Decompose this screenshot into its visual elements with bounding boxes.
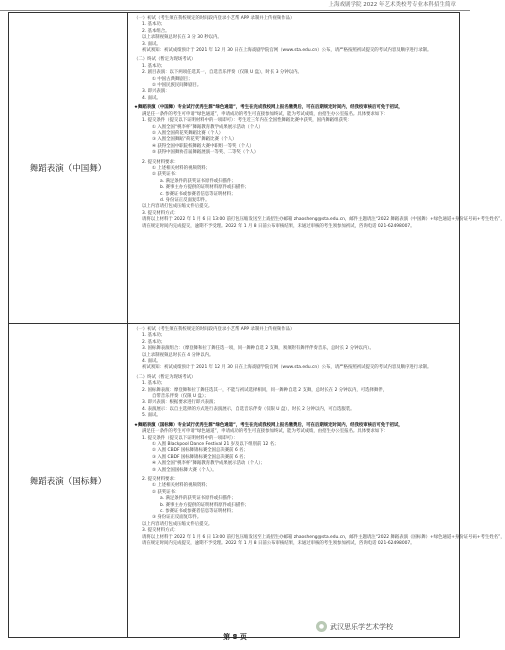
text-line: 请在规定时间内完成提交，逾期不予受理。2022 年 1 月 8 日前公布审核结果，未通过审核的考生须参加初试，咨询电话 021-62498007。 xyxy=(142,223,415,229)
major-content-ballroom-dance xyxy=(128,324,505,638)
table-row xyxy=(9,324,460,638)
text-line: ★舞蹈表演（国标舞）专业试行优秀生源“绿色通道”，考生在完成我校网上报名缴费后，可在后期规定时间内，经我校审核后可免于初试， xyxy=(134,422,403,428)
text-line: ② 入围全国荷花奖舞蹈比赛（个人） xyxy=(152,130,224,136)
text-line: 2. 剧目表演：以下两项任选其一，自选音乐伴奏（仅限 U 盘），时长 3 分钟以内。 xyxy=(142,70,302,76)
text-line: 4. 面试。 xyxy=(142,359,161,365)
text-line: ③ 身份证正反面复印件。 xyxy=(152,515,202,521)
text-line: 2. 基本组合。 xyxy=(142,28,170,34)
text-line: 5. 面试。 xyxy=(142,413,161,419)
text-line: 4. 表演展示：以自主选择的方式进行表演展示，自选音乐伴奏（仅限 U 盘），时长 2 分钟以内，可自选服装。 xyxy=(142,406,355,412)
major-label-ballroom-dance: 舞蹈表演（国标舞） xyxy=(9,324,128,638)
text-line: 满足任一条件的考生可申请“绿色通道”，申请成功的考生可直接参加终试，能为考试成绩，由招生办公室报名。具体要求如下： xyxy=(142,111,389,117)
text-line: 3. 提交材料方式： xyxy=(142,210,179,216)
text-line: ④ 入围全国“桃李杯”舞蹈教育教学成果展示活动（个人）； xyxy=(152,461,266,467)
text-line: 以上录制视频总时长在 4 分钟以内。 xyxy=(142,352,214,358)
major-label-chinese-dance: 舞蹈表演（中国舞） xyxy=(9,13,128,324)
watermark-text: 武汉思乐学艺术学校 xyxy=(330,622,393,631)
page-header: 上海戏剧学院 2022 年艺术类校考专业本科招生简章 xyxy=(0,0,470,11)
text-line: ③ 入围 CBDF 国标舞锦标赛全国总决赛前 6 名； xyxy=(152,454,248,460)
text-line: ★舞蹈表演（中国舞）专业试行优秀生源“绿色通道”，考生在完成我校网上报名缴费后，可在后期规定时间内，经我校审核后可免于初试， xyxy=(134,105,403,111)
text-line: （二）终试（暂定为现场考试） xyxy=(134,374,196,380)
text-line: ⑤ 获得中国舞协首届舞蹈展演一等奖、二等奖（个人） xyxy=(152,150,259,156)
text-line: 2. 国标舞表演：摩登舞和拉丁舞任选其一，不能与初试选择相同，同一舞种自选 2 支舞，总时长在 2 分钟以内，可选择舞伴， xyxy=(142,387,388,393)
wechat-icon: ● xyxy=(316,621,327,632)
text-line: 3. 提交材料方式： xyxy=(142,528,179,534)
text-line: 3. 即兴表演： xyxy=(142,89,170,95)
major-content-chinese-dance xyxy=(128,13,505,324)
text-line: 3. 面试。 xyxy=(142,41,161,47)
text-line: c. 参赛证书或参赛者信息等证明材料； xyxy=(160,508,236,514)
text-line: 请在规定时间内完成提交，逾期不予受理。2022 年 1 月 8 日前公布审核结果，未通过审核的考生须参加初试，咨询电话 021-62498007。 xyxy=(142,541,415,546)
text-line: 以上内容请打包成压缩文件后提交。 xyxy=(142,521,213,527)
text-line: ② 入围 CBDF 国标舞锦标赛全国总决赛前 6 名； xyxy=(152,448,248,454)
text-line: ② 中国民族民间舞剧目。 xyxy=(152,83,202,89)
text-line: 1. 基本功； xyxy=(142,63,166,69)
text-line: 满足任一条件的考生可申请“绿色通道”，申请成功的考生可直接参加终试，能为考试成绩，由招生办公室报名。具体要求如下： xyxy=(142,429,389,435)
text-line: ① 上述相关材料的视频资料； xyxy=(152,165,211,171)
text-line: 1. 基本功； xyxy=(142,333,166,339)
text-line: b. 赛事主办方提供的证明材料原件或扫描件； xyxy=(160,185,250,191)
text-line: 3. 国标舞表演组合：（摩登舞和拉丁舞任选一项，同一舞种自选 2 支舞，须须附有舞伴伴奏音乐，总时长 2 分钟以内）。 xyxy=(142,346,374,352)
text-line: ② 获奖证书： xyxy=(152,489,180,495)
text-line: ① 入围全国“桃李杯”舞蹈教育教学成果展示活动（个人） xyxy=(152,124,263,130)
text-line: ① 上述相关材料的视频资料； xyxy=(152,483,211,489)
page-number: 第 8 页 xyxy=(223,633,247,641)
text-line: a. 满足条件的获奖证书原件或扫描件； xyxy=(160,496,236,502)
table-row xyxy=(9,13,460,324)
text-line: ② 获奖证书： xyxy=(152,172,180,178)
text-line: ⑤ 入围全国国标舞大赛（个人）。 xyxy=(152,467,217,473)
text-line: 4. 面试。 xyxy=(142,95,161,101)
text-line: a. 满足条件的获奖证书原件或扫描件； xyxy=(160,178,236,184)
text-line: 1. 基本功； xyxy=(142,22,166,28)
text-line: b. 赛事主办方提供的证明材料原件或扫描件； xyxy=(160,502,250,508)
text-line: 以上录制视频总时长在 3 分 30 秒以内。 xyxy=(142,35,222,41)
text-line: 自带音乐伴奏（仅限 U 盘）； xyxy=(152,394,209,400)
watermark xyxy=(316,621,393,632)
text-line: 1. 提交条件（提交以下证明材料中的一项即可）：考生近三年内在全国性舞蹈比赛中获奖，国内舞蹈组获奖： xyxy=(142,118,352,124)
text-line: 1. 基本功； xyxy=(142,381,166,387)
text-line: ① 入围 Blackpool Dance Festival 21 岁及以下组别前 12 名； xyxy=(152,441,279,447)
text-line: ④ 获得全国中职院校舞蹈大赛中职组一等奖（个人） xyxy=(152,143,254,149)
text-line: ③ 入围全国舞蹈“荷花奖”舞蹈比赛（个人） xyxy=(152,137,237,143)
text-line: 初试须知：初试成绩预计于 2021 年 12 月 30 日在上海戏剧学院官网（www.sta.edu.cn）公布，请严格按照初试提交的考试内容及顺序进行录制。 xyxy=(142,365,432,371)
text-line: （一）初试（考生须在我校规定的时间段内登录小艺帮 APP 录制并上传视频作品） xyxy=(134,16,295,21)
text-line: 请将以上材料于 2022 年 1 月 6 日 13:00 前打包压缩发送至上戏招生办邮箱 zhaosheng@sta.edu.cn，邮件主题请注“2022 舞蹈表演（国标舞）+绿色通道+身份证号码+考生姓名”， xyxy=(142,534,505,540)
exam-requirements-table xyxy=(8,12,505,638)
text-line: 2. 提交材料要求： xyxy=(142,159,179,165)
text-line: d. 身份证正反面复印件。 xyxy=(160,197,210,203)
text-line: 初试须知：初试成绩预计于 2021 年 12 月 30 日在上海戏剧学院官网（www.sta.edu.cn）公布，请严格按照初试提交的考试内容及顺序进行录制。 xyxy=(142,48,432,54)
text-line: 请将以上材料于 2022 年 1 月 6 日 13:00 前打包压缩发送至上戏招生办邮箱 zhaosheng@sta.edu.cn，邮件主题请注“2022 舞蹈表演（中国舞）+绿色通道+身份证号码+考生姓名”， xyxy=(142,217,505,223)
text-line: ① 中国古典舞剧目； xyxy=(152,76,193,82)
text-line: 1. 提交条件（提交以下证明材料中的一项即可）： xyxy=(142,435,238,441)
text-line: 以上内容请打包成压缩文件后提交。 xyxy=(142,204,213,210)
text-line: c. 参赛证书或参赛者信息等证明材料； xyxy=(160,191,236,197)
text-line: 2. 基本功； xyxy=(142,339,166,345)
text-line: （二）终试（暂定为现场考试） xyxy=(134,57,196,63)
text-line: 2. 提交材料要求： xyxy=(142,476,179,482)
text-line: （一）初试（考生须在我校规定的时间段内登录小艺帮 APP 录制并上传视频作品） xyxy=(134,327,295,332)
text-line: 3. 即兴表演：根据要求进行即兴表演； xyxy=(142,400,218,406)
